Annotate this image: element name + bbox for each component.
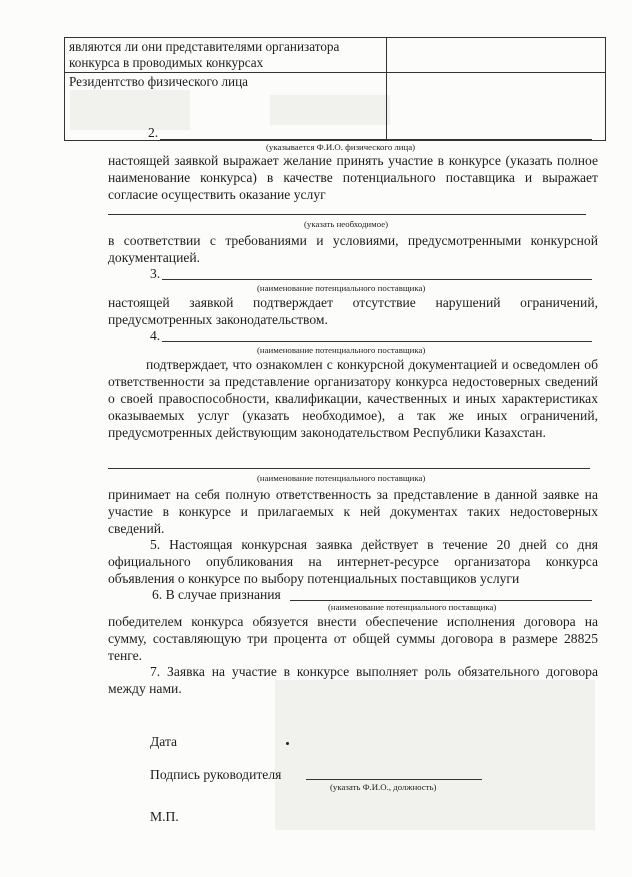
signature-label: Подпись руководителя — [150, 767, 282, 782]
item-4-text-continued: принимает на себя полную ответственность за представление в данной заявке на участие в конкурсе и прилагаемых к ней документах таких недостоверных сведений. — [108, 487, 598, 536]
table-cell-value — [387, 73, 606, 141]
bleed-through-text — [275, 680, 595, 830]
services-blank-line — [108, 214, 586, 215]
services-caption: (указать необходимое) — [304, 219, 389, 229]
supplier-blank-line — [290, 600, 592, 601]
table-row — [65, 38, 606, 73]
item-6-lead: 6. В случае признания — [152, 587, 281, 602]
residency-table — [64, 37, 606, 141]
item-4-text: подтверждает, что ознакомлен с конкурсной документацией и осведомлен об ответственности за представление организатору конкурса недостоверных сведений о своей правоспособности, квалификации, качественных и иных характеристиках оказываемых услуг (указать необходимое), а так же иных ограничений, предусмотренных действующим законодательством Республики Казахстан. — [108, 357, 598, 440]
signature-blank-line — [306, 779, 482, 780]
supplier-caption: (наименование потенциального поставщика) — [257, 283, 426, 293]
supplier-blank-line — [162, 279, 592, 280]
stamp-placeholder: М.П. — [150, 809, 179, 824]
ink-speck — [286, 742, 289, 745]
item-3-text: настоящей заявкой подтверждает отсутствие нарушений ограничений, предусмотренных законодательством. — [108, 295, 598, 327]
item-5-text: 5. Настоящая конкурсная заявка действует в течение 20 дней со дня официального опубликования на интернет-ресурсе организатора конкурса объявления о конкурсе по выбору потенциальных поставщиков услуги — [108, 537, 598, 586]
item-3-number: 3. — [150, 266, 161, 281]
item-2-text: настоящей заявкой выражает желание принять участие в конкурсе (указать полное наименование конкурса) в качестве потенциального поставщика и выражает согласие осуществить оказание услуг — [108, 153, 598, 202]
supplier-blank-line — [108, 468, 590, 469]
item-2-number: 2. — [148, 125, 159, 140]
supplier-blank-line — [162, 341, 592, 342]
name-caption: (указывается Ф.И.О. физического лица) — [266, 142, 416, 152]
name-blank-line — [160, 139, 592, 140]
date-label: Дата — [150, 734, 178, 749]
supplier-caption: (наименование потенциального поставщика) — [257, 345, 426, 355]
supplier-caption: (наименование потенциального поставщика) — [257, 473, 426, 483]
item-6-text: победителем конкурса обязуется внести обеспечение исполнения договора на сумму, составляющую три процента от общей суммы договора в размере 28825 тенге. — [108, 614, 598, 663]
supplier-caption: (наименование потенциального поставщика) — [328, 602, 497, 612]
table-cell-label: Резидентство физического лица — [65, 73, 387, 141]
table-cell-value — [387, 38, 606, 73]
item-7-text: 7. Заявка на участие в конкурсе выполняет роль обязательного договора между нами. — [108, 664, 598, 696]
item-2-text-continued: в соответствии с требованиями и условиями, предусмотренными конкурсной документацией. — [108, 233, 598, 265]
signature-caption: (указать Ф.И.О., должность) — [330, 782, 437, 792]
item-4-number: 4. — [150, 328, 161, 343]
table-cell-label: являются ли они представителями организатора конкурса в проводимых конкурсах — [65, 38, 387, 73]
table-row — [65, 73, 606, 141]
